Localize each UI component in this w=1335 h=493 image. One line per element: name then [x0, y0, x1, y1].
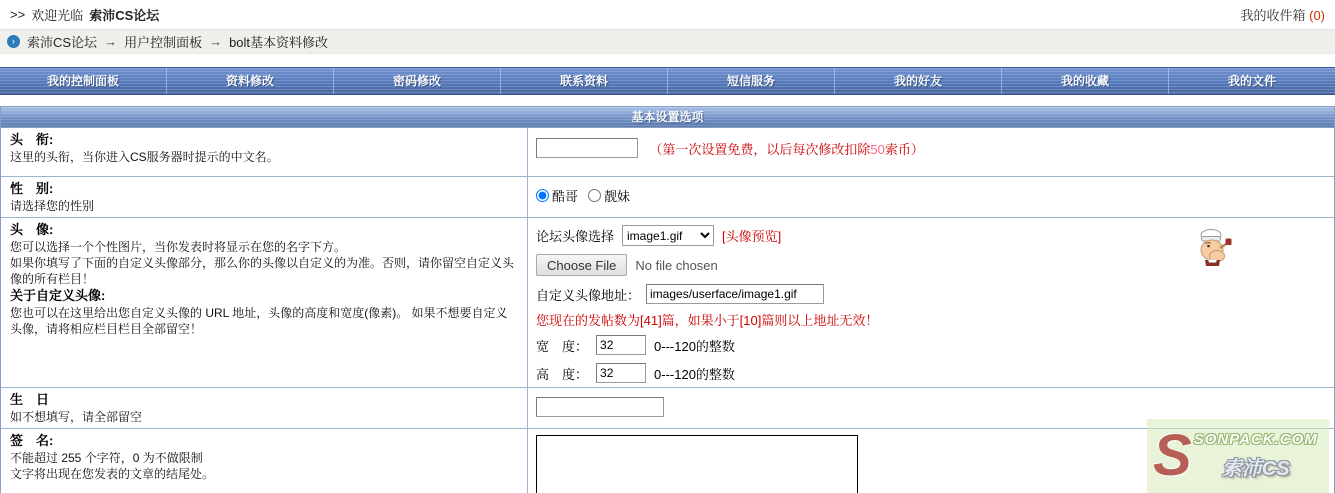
post-count-warning: 您现在的发帖数为[41]篇，如果小于[10]篇则以上地址无效！: [536, 313, 879, 328]
table-row-avatar: [1, 218, 1334, 388]
title-desc: 这里的头衔，当你进入CS服务器时提示的中文名。: [10, 150, 279, 164]
avatar-address-input[interactable]: [646, 284, 824, 304]
arrow-circle-icon: [7, 35, 20, 48]
gender-option-male[interactable]: [536, 186, 578, 205]
welcome-prefix: >>: [10, 7, 26, 22]
nav-tab-contact-info[interactable]: 联系资料: [500, 68, 667, 94]
breadcrumb-item-forum[interactable]: 索沛CS论坛: [27, 35, 98, 50]
birthday-label-cell: [1, 388, 528, 428]
nav-tab-my-friends[interactable]: 我的好友: [834, 68, 1001, 94]
avatar-preview-image: [1196, 226, 1234, 273]
gender-female-label: 靓妹: [604, 189, 631, 204]
avatar-width-hint: 0---120的整数: [654, 338, 735, 354]
title-label-cell: [1, 128, 528, 176]
breadcrumb-separator-icon: →: [209, 34, 223, 49]
nav-tab-sms-service[interactable]: 短信服务: [667, 68, 834, 94]
inbox-area: [1240, 5, 1325, 24]
signature-desc-1: 不能超过 255 个字符，0 为不做限制: [10, 451, 203, 465]
site-name: 索沛CS论坛: [89, 8, 160, 23]
gender-male-label: 酷哥: [552, 189, 579, 204]
avatar-height-input[interactable]: [596, 363, 646, 383]
avatar-address-label: 自定义头像地址：: [536, 287, 641, 303]
nav-tab-password-edit[interactable]: 密码修改: [333, 68, 500, 94]
avatar-width-input[interactable]: [596, 335, 646, 355]
title-note: [649, 142, 924, 157]
breadcrumb: [0, 29, 1335, 54]
avatar-custom-sublabel: 关于自定义头像:: [10, 288, 106, 303]
breadcrumb-separator-icon: →: [104, 34, 118, 49]
gender-label: 性 别:: [10, 181, 54, 196]
table-row-title: [1, 128, 1334, 177]
watermark-suopei-text: 索沛CS: [1221, 458, 1290, 480]
title-note-cost: 50: [870, 142, 885, 158]
signature-input-cell: [528, 429, 1334, 493]
table-row-signature: [1, 429, 1334, 493]
birthday-label: 生 日: [10, 392, 50, 407]
avatar-width-line: [536, 333, 1326, 357]
avatar-height-label: 高 度：: [536, 366, 589, 382]
avatar-select-dropdown[interactable]: [622, 225, 714, 246]
title-input[interactable]: [536, 138, 638, 158]
title-label: 头 衔:: [10, 132, 54, 147]
avatar-label-cell: [1, 218, 528, 387]
avatar-height-hint: 0---120的整数: [654, 366, 735, 382]
watermark-sonpack-text: SONPACK.COM: [1193, 431, 1318, 448]
birthday-desc: 如不想填写，请全部留空: [10, 410, 143, 424]
inbox-count-badge: (0): [1309, 8, 1325, 23]
title-note-pre: （第一次设置免费，以后每次修改扣除: [649, 142, 871, 158]
basic-settings-table: [0, 106, 1335, 493]
gender-input-cell: [528, 177, 1334, 217]
avatar-select-label: 论坛头像选择: [536, 229, 615, 244]
topbar: [0, 0, 1335, 29]
file-chosen-status: No file chosen: [635, 257, 718, 273]
avatar-height-line: [536, 361, 1326, 385]
table-row-birthday: [1, 388, 1334, 429]
gender-radio-male[interactable]: [536, 189, 549, 202]
gender-desc: 请选择您的性别: [10, 199, 95, 213]
gender-radio-female[interactable]: [588, 189, 601, 202]
avatar-width-label: 宽 度：: [536, 338, 589, 354]
signature-desc-2: 文字将出现在您发表的文章的结尾处。: [10, 467, 215, 481]
title-input-cell: [528, 128, 1334, 176]
avatar-desc-3: 您也可以在这里给出您自定义头像的 URL 地址，头像的高度和宽度(像素)。 如果不想要自定义头像，请将相应栏目栏目全部留空！: [10, 306, 508, 336]
title-note-post: 索币）: [884, 142, 924, 158]
gender-option-female[interactable]: [588, 186, 630, 205]
avatar-address-line: [536, 284, 1326, 304]
birthday-input-cell: [528, 388, 1334, 428]
nav-bar: [0, 67, 1335, 95]
birthday-input[interactable]: [536, 397, 664, 417]
signature-textarea[interactable]: [536, 435, 858, 493]
nav-tab-control-panel[interactable]: 我的控制面板: [46, 74, 119, 88]
table-row-gender: [1, 177, 1334, 218]
breadcrumb-item-current: bolt基本资料修改: [229, 35, 329, 50]
choose-file-button[interactable]: Choose File: [536, 254, 627, 276]
avatar-label: 头 像:: [10, 222, 54, 237]
gender-label-cell: [1, 177, 528, 217]
nav-tab-my-files[interactable]: 我的文件: [1168, 68, 1335, 94]
welcome-text: 欢迎光临: [31, 8, 84, 23]
nav-tab-profile-edit[interactable]: 资料修改: [166, 68, 333, 94]
gender-radio-group: [536, 186, 1326, 205]
breadcrumb-item-control-panel[interactable]: 用户控制面板: [124, 35, 203, 50]
avatar-input-cell: [528, 218, 1334, 387]
avatar-desc-1: 您可以选择一个个性图片，当你发表时将显示在您的名字下方。: [10, 240, 347, 254]
watermark-s-icon: S: [1153, 423, 1192, 488]
welcome-banner: [10, 5, 159, 24]
signature-label-cell: [1, 429, 528, 493]
signature-label: 签 名:: [10, 433, 54, 448]
avatar-desc-2: 如果你填写了下面的自定义头像部分，那么你的头像以自定义的为准。否则，请你留空自定义头像的所有栏目！: [10, 256, 515, 286]
nav-tab-my-favorites[interactable]: 我的收藏: [1001, 68, 1168, 94]
avatar-preview-link[interactable]: [头像预览]: [722, 229, 782, 244]
panel-header: 基本设置选项: [1, 107, 1334, 128]
inbox-link[interactable]: 我的收件箱: [1240, 8, 1306, 23]
